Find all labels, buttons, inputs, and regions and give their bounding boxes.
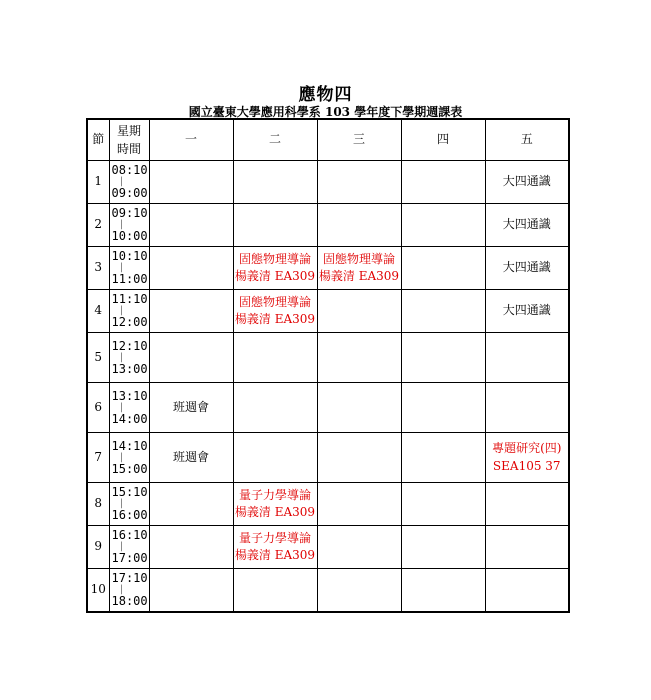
header-row	[87, 119, 569, 161]
class-cell	[149, 247, 233, 290]
class-cell	[317, 290, 401, 333]
class-cell	[317, 161, 401, 204]
class-cell	[149, 204, 233, 247]
table-row	[87, 483, 569, 526]
time-range	[109, 161, 149, 204]
end-time: 10:00	[111, 229, 148, 243]
table-row	[87, 290, 569, 333]
class-cell	[485, 290, 569, 333]
header-day-fri: 五	[485, 119, 569, 161]
class-cell	[149, 433, 233, 483]
class-cell	[233, 526, 317, 569]
time-range	[109, 247, 149, 290]
end-time: 16:00	[111, 508, 148, 522]
class-cell	[485, 483, 569, 526]
class-cell	[233, 161, 317, 204]
start-time: 17:10	[111, 571, 148, 586]
table-row	[87, 433, 569, 483]
class-cell	[401, 204, 485, 247]
class-cell	[401, 483, 485, 526]
class-cell	[401, 526, 485, 569]
class-cell	[149, 333, 233, 383]
class-cell	[401, 433, 485, 483]
class-cell	[233, 290, 317, 333]
class-cell	[485, 204, 569, 247]
end-time: 12:00	[111, 315, 148, 329]
class-cell	[233, 433, 317, 483]
end-time: 15:00	[111, 461, 148, 476]
end-time: 18:00	[111, 594, 148, 608]
time-separator: |	[118, 498, 125, 509]
start-time: 12:10	[111, 338, 148, 353]
course-detail: 楊義清 EA309	[234, 269, 316, 283]
class-cell	[485, 247, 569, 290]
class-cell	[317, 433, 401, 483]
table-row	[87, 383, 569, 433]
start-time: 09:10	[111, 206, 148, 221]
course-name: 大四通識	[502, 174, 551, 189]
time-separator: |	[118, 541, 125, 552]
start-time: 11:10	[111, 292, 148, 307]
timetable-body	[87, 161, 569, 613]
table-row	[87, 526, 569, 569]
class-cell	[149, 569, 233, 613]
class-cell	[317, 383, 401, 433]
course-detail: SEA105 37	[492, 458, 561, 473]
period-number: 7	[87, 433, 109, 483]
class-cell	[485, 569, 569, 613]
period-number: 10	[87, 569, 109, 613]
course-detail: 楊義清 EA309	[234, 548, 316, 562]
page-subtitle: 國立臺東大學應用科學系 103 學年度下學期週課表	[188, 105, 463, 119]
time-range	[109, 333, 149, 383]
start-time: 14:10	[111, 438, 148, 453]
header-weekday-time	[109, 119, 149, 161]
header-weekday-label: 星期	[116, 124, 141, 138]
header-day-tue: 二	[233, 119, 317, 161]
header-day-wed: 三	[317, 119, 401, 161]
table-row	[87, 569, 569, 613]
course-name: 大四通識	[502, 303, 551, 318]
time-range	[109, 569, 149, 613]
table-row	[87, 161, 569, 204]
start-time: 15:10	[111, 485, 148, 500]
class-cell	[317, 526, 401, 569]
start-time: 08:10	[111, 163, 148, 178]
class-cell	[149, 383, 233, 433]
time-range	[109, 290, 149, 333]
class-cell	[485, 161, 569, 204]
class-cell	[317, 569, 401, 613]
table-row	[87, 247, 569, 290]
start-time: 10:10	[111, 249, 148, 264]
period-number: 4	[87, 290, 109, 333]
class-cell	[401, 383, 485, 433]
course-name: 班週會	[172, 449, 209, 464]
class-cell	[485, 526, 569, 569]
class-cell	[317, 333, 401, 383]
course-name: 專題研究(四)	[492, 441, 562, 456]
time-separator: |	[118, 176, 125, 187]
time-range	[109, 526, 149, 569]
course-detail: 楊義清 EA309	[234, 312, 316, 326]
table-row	[87, 204, 569, 247]
class-cell	[401, 161, 485, 204]
course-detail: 楊義清 EA309	[318, 269, 400, 283]
time-separator: |	[118, 351, 125, 363]
header-day-thu: 四	[401, 119, 485, 161]
start-time: 13:10	[111, 388, 148, 403]
class-cell	[233, 569, 317, 613]
end-time: 14:00	[111, 411, 148, 426]
class-cell	[233, 383, 317, 433]
class-cell	[317, 247, 401, 290]
course-name: 固態物理導論	[238, 294, 311, 309]
class-cell	[401, 333, 485, 383]
course-name: 量子力學導論	[238, 530, 311, 545]
time-separator: |	[118, 451, 125, 463]
end-time: 17:00	[111, 551, 148, 565]
class-cell	[485, 383, 569, 433]
class-cell	[401, 247, 485, 290]
time-separator: |	[118, 305, 125, 316]
time-separator: |	[118, 262, 125, 273]
class-cell	[401, 569, 485, 613]
end-time: 09:00	[111, 186, 148, 200]
end-time: 13:00	[111, 361, 148, 376]
course-name: 班週會	[172, 399, 209, 414]
class-cell	[233, 333, 317, 383]
class-cell	[149, 526, 233, 569]
time-range	[109, 204, 149, 247]
period-number: 5	[87, 333, 109, 383]
course-detail: 楊義清 EA309	[234, 505, 316, 519]
class-cell	[233, 204, 317, 247]
period-number: 8	[87, 483, 109, 526]
period-number: 3	[87, 247, 109, 290]
time-range	[109, 483, 149, 526]
course-name: 大四通識	[502, 217, 551, 232]
class-cell	[149, 290, 233, 333]
class-cell	[401, 290, 485, 333]
class-cell	[317, 204, 401, 247]
end-time: 11:00	[111, 272, 148, 286]
timetable	[86, 118, 570, 613]
course-name: 大四通識	[502, 260, 551, 275]
class-cell	[233, 247, 317, 290]
time-separator: |	[118, 401, 125, 413]
time-separator: |	[118, 584, 125, 595]
class-cell	[485, 333, 569, 383]
class-cell	[149, 483, 233, 526]
header-time-label: 時間	[116, 142, 141, 156]
time-range	[109, 433, 149, 483]
class-cell	[149, 161, 233, 204]
class-cell	[485, 433, 569, 483]
course-name: 量子力學導論	[238, 487, 311, 502]
class-cell	[317, 483, 401, 526]
time-range	[109, 383, 149, 433]
start-time: 16:10	[111, 528, 148, 543]
table-row	[87, 333, 569, 383]
header-day-mon: 一	[149, 119, 233, 161]
page-title: 應物四	[298, 85, 353, 105]
header-period: 節	[87, 119, 109, 161]
time-separator: |	[118, 219, 125, 230]
class-cell	[233, 483, 317, 526]
course-name: 固態物理導論	[238, 251, 311, 266]
period-number: 9	[87, 526, 109, 569]
course-name: 固態物理導論	[322, 251, 395, 266]
period-number: 1	[87, 161, 109, 204]
period-number: 6	[87, 383, 109, 433]
period-number: 2	[87, 204, 109, 247]
